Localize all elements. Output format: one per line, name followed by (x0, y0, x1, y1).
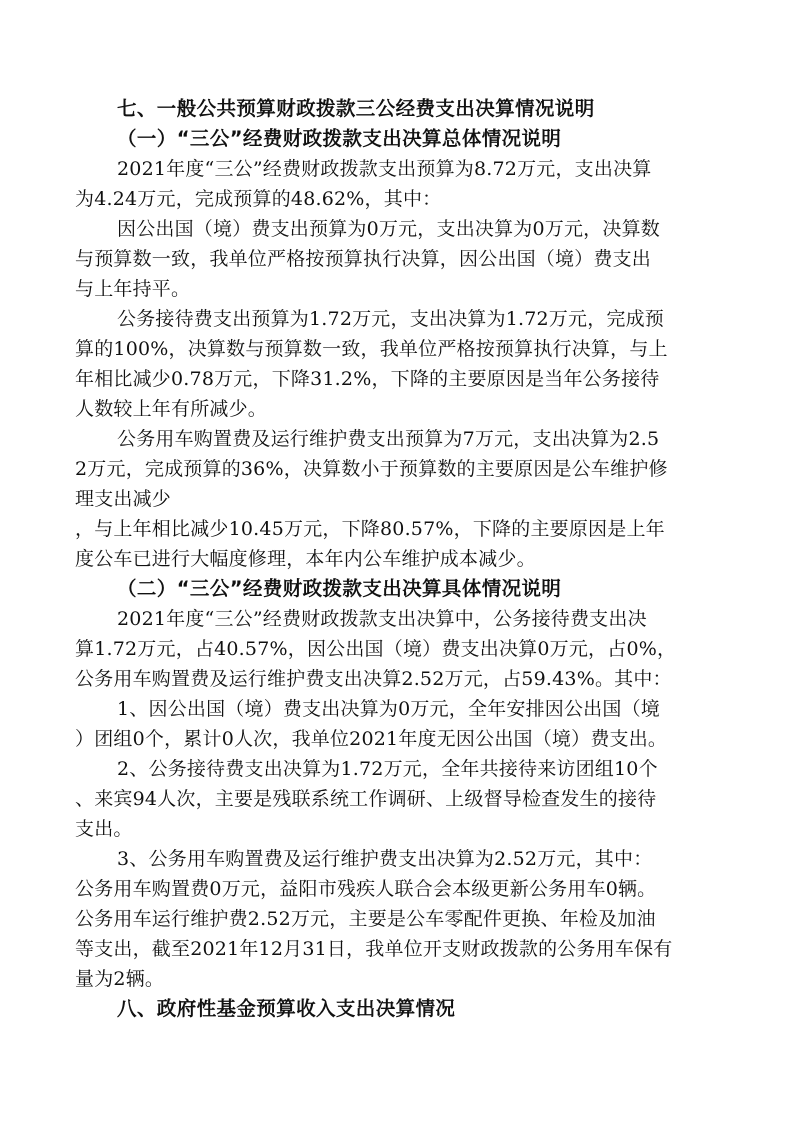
paragraph-abroad-line: 与上年持平。 (75, 278, 191, 300)
item-2-line: 支出。 (75, 818, 133, 840)
item-2-line: 、来宾94人次，主要是残联系统工作调研、上级督导检查发生的接待 (75, 788, 657, 810)
paragraph-vehicle-line: 度公车已进行大幅度修理，本年内公车维护成本减少。 (75, 548, 536, 570)
paragraph-vehicle-line: 2万元，完成预算的36%，决算数小于预算数的主要原因是公车维护修 (75, 458, 668, 480)
item-3-line: 3、公务用车购置费及运行维护费支出决算为2.52万元，其中： (117, 848, 653, 870)
paragraph-total-line: 为4.24万元，完成预算的48.62%，其中： (75, 188, 442, 210)
paragraph-detail-line: 算1.72万元，占40.57%，因公出国（境）费支出决算0万元，占0%， (75, 638, 677, 660)
item-3-line: 公务用车购置费0万元，益阳市残疾人联合会本级更新公务用车0辆。 (75, 878, 657, 900)
paragraph-vehicle-line: 公务用车购置费及运行维护费支出预算为7万元，支出决算为2.5 (117, 428, 660, 450)
paragraph-detail-line: 2021年度“三公”经费财政拨款支出决算中，公务接待费支出决 (117, 608, 647, 630)
section-heading-7: 七、一般公共预算财政拨款三公经费支出决算情况说明 (117, 97, 595, 120)
paragraph-vehicle-line: ，与上年相比减少10.45万元，下降80.57%，下降的主要原因是上年 (75, 518, 665, 540)
item-2-line: 2、公务接待费支出决算为1.72万元，全年共接待来访团组10个 (117, 758, 658, 780)
paragraph-total-line: 2021年度“三公”经费财政拨款支出预算为8.72万元，支出决算 (117, 158, 652, 180)
paragraph-abroad-line: 与预算数一致，我单位严格按预算执行决算，因公出国（境）费支出 (75, 248, 652, 270)
paragraph-reception-line: 公务接待费支出预算为1.72万元，支出决算为1.72万元，完成预 (117, 308, 665, 330)
paragraph-reception-line: 年相比减少0.78万元，下降31.2%，下降的主要原因是当年公务接待 (75, 368, 660, 390)
sub-heading-detail: （二）“三公”经费财政拨款支出决算具体情况说明 (117, 577, 562, 600)
paragraph-reception-line: 人数较上年有所减少。 (75, 398, 268, 420)
section-heading-8: 八、政府性基金预算收入支出决算情况 (117, 997, 456, 1020)
paragraph-reception-line: 算的100%，决算数与预算数一致，我单位严格按预算执行决算，与上 (75, 338, 668, 360)
paragraph-vehicle-line: 理支出减少 (75, 488, 172, 510)
paragraph-detail-line: 公务用车购置费及运行维护费支出决算2.52万元，占59.43%。其中： (75, 668, 672, 690)
paragraph-abroad-line: 因公出国（境）费支出预算为0万元，支出决算为0万元，决算数 (117, 218, 660, 240)
item-3-line: 等支出，截至2021年12月31日，我单位开支财政拨款的公务用车保有 (75, 938, 673, 960)
item-3-line: 公务用车运行维护费2.52万元，主要是公车零配件更换、年检及加油 (75, 908, 656, 930)
item-3-line: 量为2辆。 (75, 968, 165, 990)
item-1-line: ）团组0个，累计0人次，我单位2021年度无因公出国（境）费支出。 (75, 728, 668, 750)
item-1-line: 1、因公出国（境）费支出决算为0万元，全年安排因公出国（境 (117, 698, 660, 720)
sub-heading-overall: （一）“三公”经费财政拨款支出决算总体情况说明 (117, 127, 562, 150)
